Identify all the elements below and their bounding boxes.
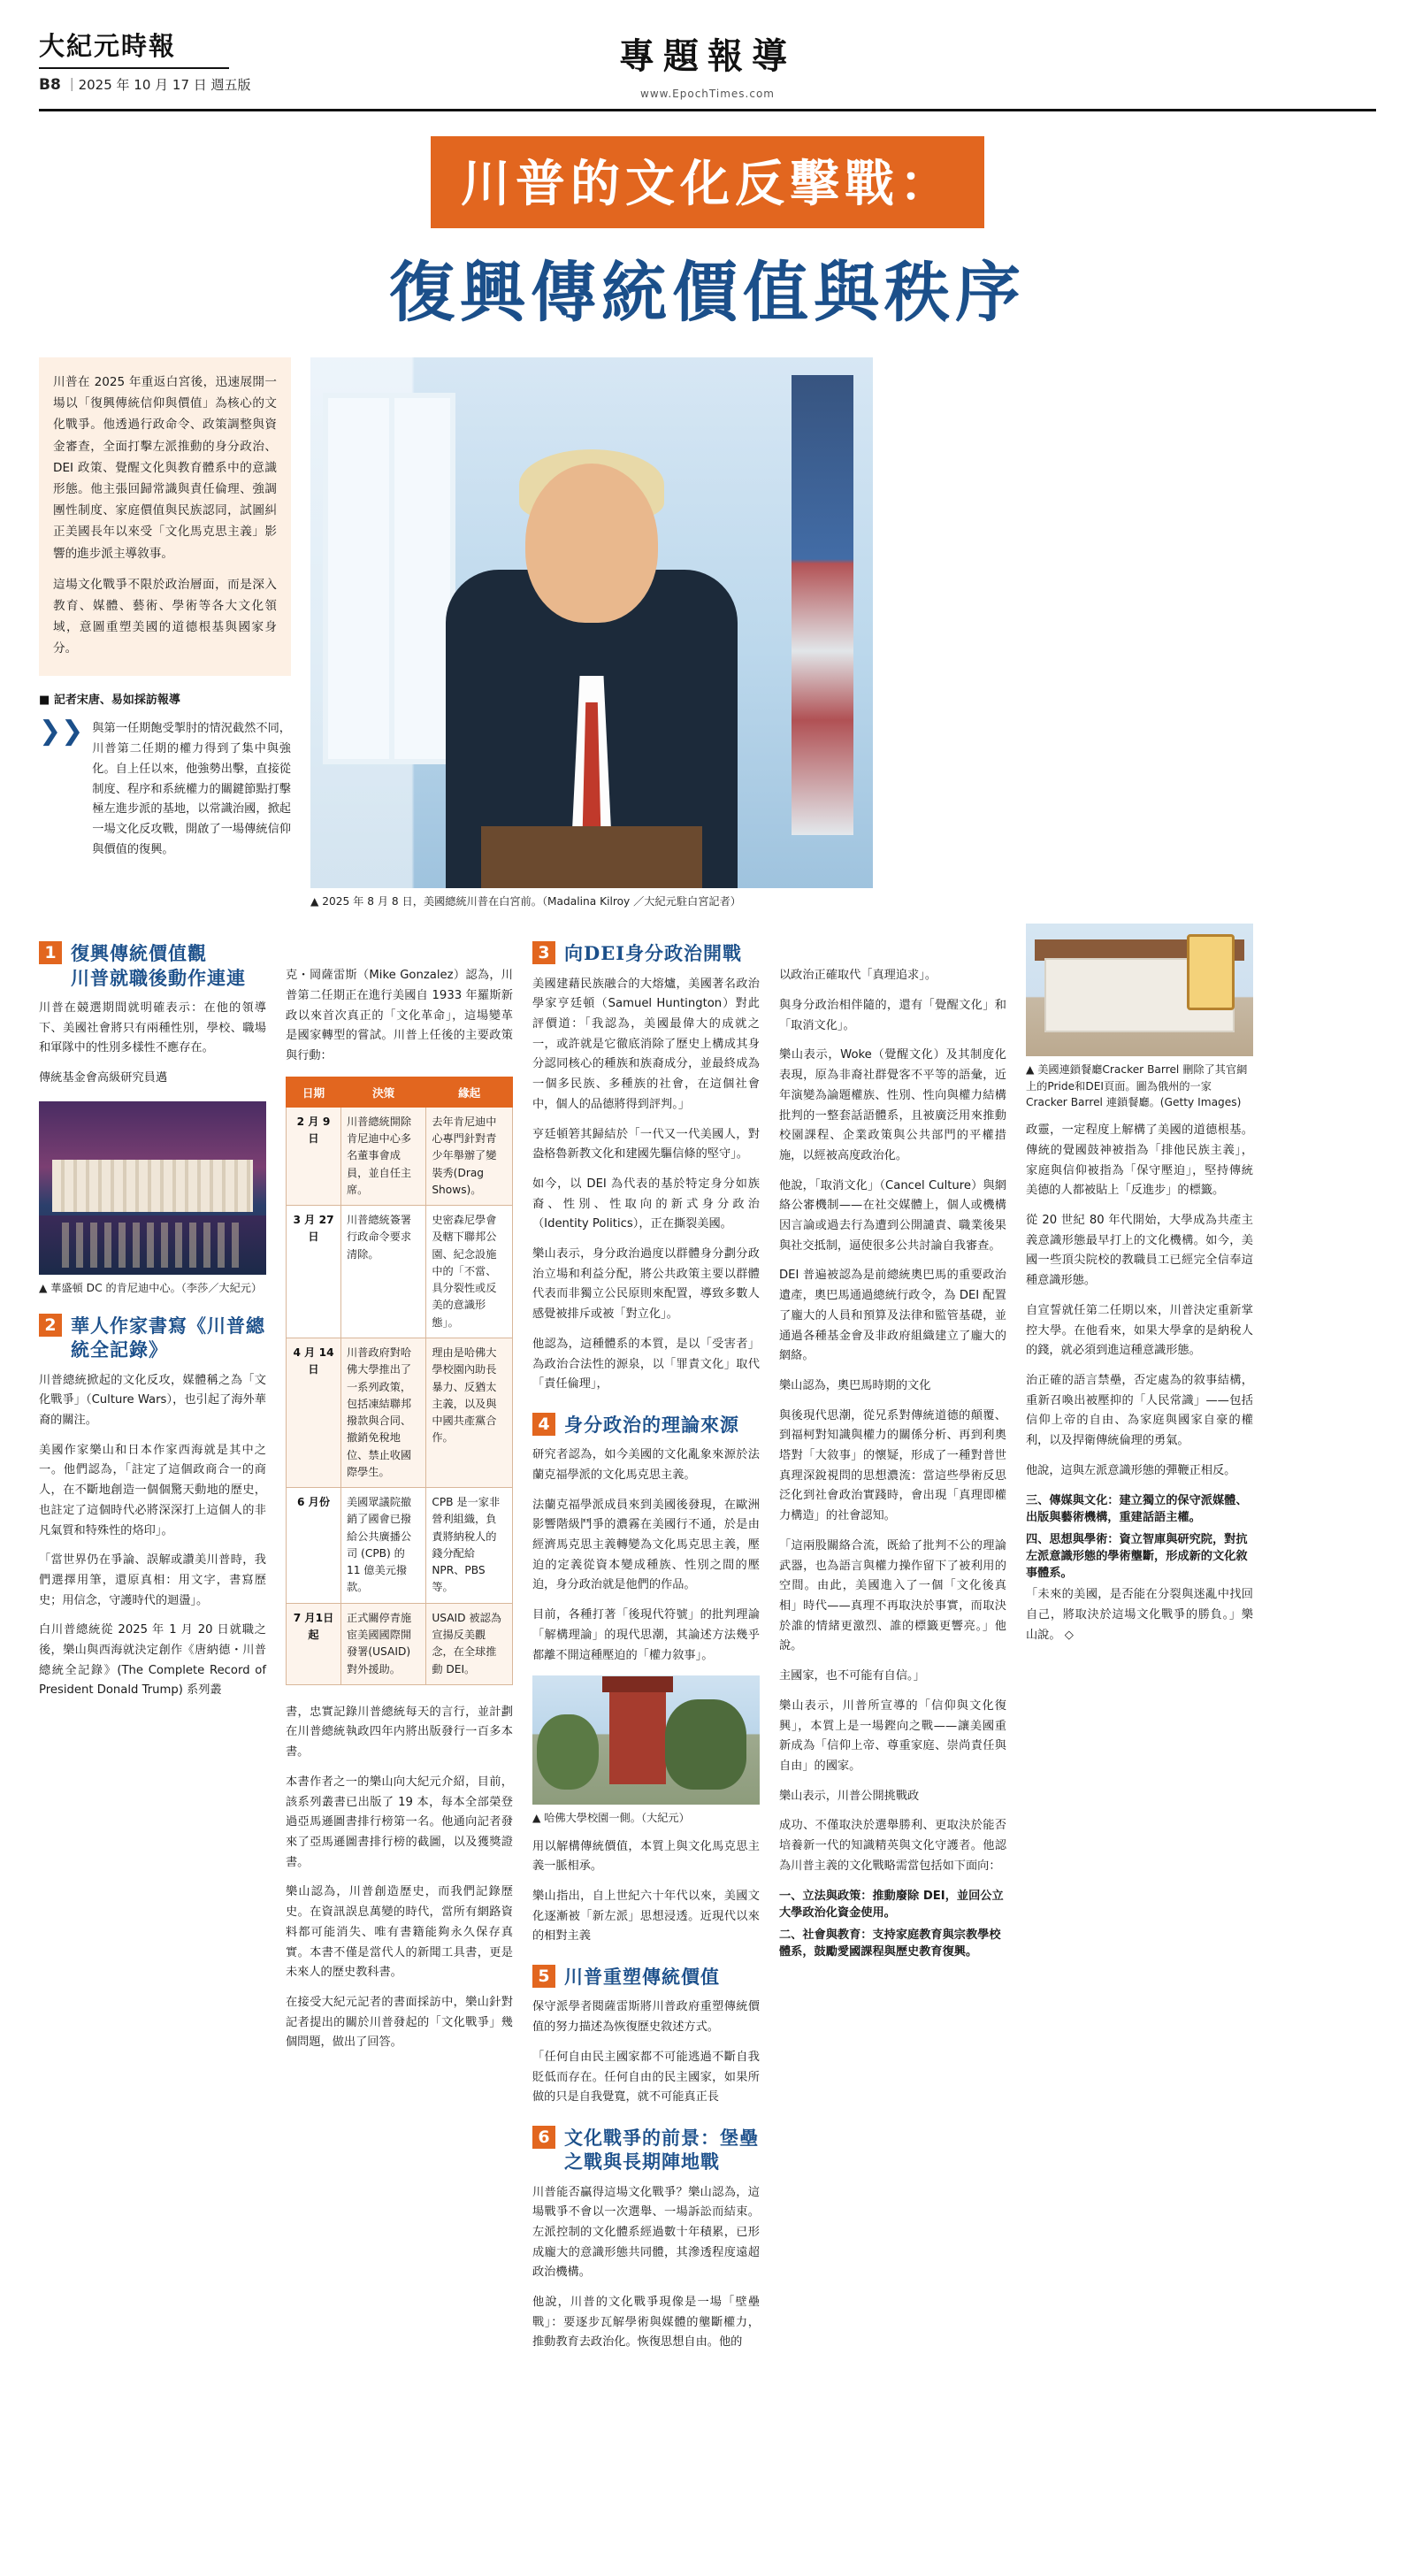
top-region (39, 357, 1376, 920)
harvard-figure (532, 1675, 760, 1826)
lead-paragraph-1: 川普在 2025 年重返白宮後，迅速展開一場以「復興傳統信仰與價值」為核心的文化戰爭。他透過行政命令、政策調整與資金審查，全面打擊左派推動的身分政治、DEI 政策、覺醒文化與教育體系中的意識形態。他主張回歸常識與責任倫理、強調團性制度、家庭價值與民族認同，試圖糾正美國長年以來受「文化馬克思主義」影響的進步派主導敘事。 (53, 375, 277, 561)
table-row (287, 1206, 513, 1338)
masthead-center (304, 27, 1111, 100)
section-number-3: 3 (532, 941, 555, 964)
column-3 (532, 924, 760, 2363)
c3-p5: 他認為，這種體系的本質，是以「受害者」為政治合法性的源泉，以「罪責文化」取代「責任倫理」， (532, 1337, 760, 1392)
cracker-caption: ▲ 美國連鎖餐廳Cracker Barrel 刪除了其官網上的Pride和DEI頁面。圖為俄州的一家 Cracker Barrel 連鎖餐廳。(Getty Images) (1026, 1062, 1253, 1110)
cell-decision: 美國眾議院撤銷了國會已撥給公共廣播公司 (CPB) 的 11 億美元撥款。 (341, 1488, 426, 1604)
c8-p5: 他說，這與左派意識形態的彈鞭正相反。 (1026, 1463, 1236, 1477)
c2b-p3: 「當世界仍在爭論、誤解或讚美川普時，我們選擇用筆，還原真相：用文字，書寫歷史；用信念，守護時代的迴盪」。 (39, 1553, 266, 1607)
harvard-photo (532, 1675, 760, 1805)
section-number-2: 2 (39, 1314, 62, 1337)
cell-decision: 川普總統開除肯尼迪中心多名董事會成員，並自任主席。 (341, 1107, 426, 1205)
intro-quote-text: 與第一任期飽受掣肘的情況截然不同，川普第二任期的權力得到了集中與強化。自上任以來，他強勢出擊，直接從制度、程序和系統權力的關鍵節點打擊極左進步派的基地，以常識治國，掀起一場文化反攻戰，開啟了一場傳統信仰與價值的復興。 (92, 722, 291, 856)
c8-sub-2: 二、社會與教育：支持家庭教育與宗教學校體系，鼓勵愛國課程與歷史教育復興。 (779, 1928, 1001, 1959)
body-region (39, 924, 1376, 2363)
c2b-p4: 白川普總統從 2025 年 1 月 20 日就職之後，樂山與西海就決定創作《唐納德・川普總統全記錄》(The Complete Record of President Donald Trump) 系列叢 (39, 1623, 266, 1698)
c4-p3: 樂山表示，Woke（覺醒文化）及其制度化表現，原為非裔社群覺客不平等的語彙，近年演變為論題權族、性別、性向與權力結構批判的一整套話語體系，且被廣泛用來推動校園課程、企業政策與公共部門的平權措施，以經被高度政治化。 (779, 1048, 1006, 1162)
lead-paragraph-2: 這場文化戰爭不限於政治層面，而是深入教育、媒體、藝術、學術等各大文化領域，意圖重塑美國的道德根基與國家身分。 (53, 577, 277, 656)
th-reason: 緣起 (426, 1077, 513, 1107)
section-head-6 (532, 2126, 760, 2174)
harvard-caption: ▲ 哈佛大學校園一側。（大紀元） (532, 1810, 760, 1826)
cell-decision: 川普總統簽署行政命令要求清除。 (341, 1206, 426, 1338)
c4-p5: DEI 普遍被認為是前總統奧巴馬的重要政治遺產，奧巴馬通過總統行政令，為 DEI 配置了龐大的人員和預算及法律和監管基礎，並通過各種基金會及非政府組織建立了龐大的網絡。 (779, 1269, 1006, 1363)
hero-podium (481, 826, 702, 888)
table-row (287, 1338, 513, 1488)
section-number-4: 4 (532, 1413, 555, 1436)
c8-sub-3: 三、傳媒與文化：建立獨立的保守派媒體、出版與藝術機構，重建話語主權。 (1026, 1494, 1248, 1525)
c7-p1: 保守派學者閱薩雷斯將川普政府重塑傳統價值的努力描述為恢復歷史敘述方式。 (532, 2000, 760, 2035)
c5-p2: 法蘭克福學派成員來到美國後發現，在歐洲影響階級鬥爭的濃霧在美國行不通，於是由經濟馬克思主義轉變為文化馬克思主義，壓迫的定義從資本變成種族、性別之間的壓迫，身分政治就是他們的作品。 (532, 1498, 760, 1592)
c7-p5: 樂山表示，川普公開挑戰政 (779, 1789, 920, 1803)
hero-photo (310, 357, 873, 888)
cell-date: 3 月 27 日 (287, 1206, 341, 1338)
masthead-left (39, 27, 304, 94)
c1-p2: 傳統基金會高級研究員邁 (39, 1071, 168, 1085)
column-5 (1026, 924, 1253, 2363)
column-1 (39, 924, 266, 2363)
hero-caption: ▲ 2025 年 8 月 8 日，美國總統川普在白宮前。（Madalina Kilroy ／大紀元駐白宮記者） (310, 893, 873, 909)
table-row (287, 1107, 513, 1205)
logo-rule (39, 67, 229, 69)
lead-box (39, 357, 291, 676)
c2t-p1: 克・岡薩雷斯（Mike Gonzalez）認為，川普第二任期正在進行美國自 1933 年羅斯新政以來首次真正的「文化革命」，這場變革是國家轉型的嘗試。川普上任後的主要政策與行動： (286, 969, 513, 1063)
c4-p4: 他說，「取消文化」（Cancel Culture）與網絡公審機制——在社交媒體上，個人或機構因言論或過去行為遭到公開譴責、職業後果與社交抵制，逼使很多公共討論自我審查。 (779, 1178, 1006, 1253)
section-title-1: 復興傳統價值觀 川普就職後動作連連 (71, 942, 246, 989)
c7-p4: 樂山表示，川普所宣導的「信仰與文化復興」，本質上是一場鏗向之戰——讓美國重新成為「信仰上帝、尊重家庭、崇尚責任與自由」的國家。 (779, 1698, 1006, 1773)
c2b-p6: 本書作者之一的樂山向大紀元介紹，目前，該系列叢書已出版了 19 本，每本全部榮登過亞馬遜圖書排行榜第一名。他通向記者發來了亞馬遜圖書排行榜的截圖，以及獲獎證書。 (286, 1775, 513, 1869)
section-number-1: 1 (39, 941, 62, 964)
c5-p1: 研究者認為，如今美國的文化亂象來源於法蘭克福學派的文化馬克思主義。 (532, 1448, 760, 1482)
section-head-3 (532, 941, 760, 965)
cell-decision: 正式關停青施宦美國國際開發署(USAID)對外援助。 (341, 1603, 426, 1684)
dc-figure (39, 1101, 266, 1296)
policy-table (286, 1077, 513, 1685)
table-row (287, 1603, 513, 1684)
c1-p1: 川普在競選期間就明確表示：在他的領導下、美國社會將只有兩種性別，學校、職場和軍隊中的性別多樣性不應存在。 (39, 1000, 266, 1055)
hv-note-1: 用以解構傳統價值，本質上與文化馬克思主義一脈相承。 (532, 1839, 760, 1874)
cracker-barrel-photo (1026, 924, 1253, 1056)
section-number-5: 5 (532, 1965, 555, 1988)
cell-decision: 川普政府對哈佛大學推出了一系列政策，包括凍結聯邦撥款與合同、撤銷免稅地位、禁止收國際學生。 (341, 1338, 426, 1488)
section-number-6: 6 (532, 2126, 555, 2149)
section-head-1 (39, 941, 266, 990)
section-title: 專題報導 (619, 35, 796, 77)
cell-reason: USAID 被認為宣揚反美觀念，在全球推動 DEI。 (426, 1603, 513, 1684)
headline-line-1: 川普的文化反擊戰： (431, 136, 984, 228)
section-title-4: 身分政治的理論來源 (564, 1413, 739, 1436)
c3-p1: 美國建藉民族融合的大熔爐，美國著名政治學家亨廷頓（Samuel Huntington）對此評價道：「我認為，美國最偉大的成就之一，或許就是它徹底消除了歷史上構成其身分認同核心的種族和族裔成分，並最終成為一個多民族、多種族的社會，在這個社會中，個人的品德將得到評判。」 (532, 977, 760, 1111)
section-title-3: 向DEI身分政治開戰 (564, 942, 743, 965)
section-title-2: 華人作家書寫《川普總統全記錄》 (71, 1315, 265, 1361)
us-flag (792, 375, 853, 835)
c4-p8: 從 20 世紀 80 年代開始，大學成為共產主義意識形態最早打上的文化機構。如今，美國一些頂尖院校的教職員工已經完全信奉這種意識形態。 (1026, 1214, 1253, 1288)
hero-window (323, 393, 455, 764)
lead-column (39, 357, 291, 920)
hv-note-2: 樂山指出，自上世紀六十年代以來，美國文化逐漸被「新左派」思想浸透。近現代以來的相對主義 (532, 1889, 760, 1944)
harvard-tree-left (537, 1714, 599, 1790)
c3-p2: 亨廷頓箬其歸結於「一代又一代美國人，對盎格魯新教文化和建國先驅信條的堅守」。 (532, 1127, 760, 1162)
c2b-p1: 川普總統掀起的文化反攻，媒體稱之為「文化戰爭」（Culture Wars），也引起了海外華裔的關注。 (39, 1373, 266, 1427)
dc-columns (52, 1160, 252, 1212)
section-head-4 (532, 1413, 760, 1437)
c2b-p7: 樂山認為，川普創造歷史，而我們記錄歷史。在資訊誤息萬變的時代，當所有網路資料都可能消失、唯有書籍能夠永久保存真實。本書不僅是當代人的新聞工具書，更是未來人的歷史教科書。 (286, 1885, 513, 1980)
cell-reason: 史密森尼學會及轄下聯邦公園、紀念設施中的「不當、具分裂性或反美的意識形態」。 (426, 1206, 513, 1338)
page-meta (39, 75, 304, 94)
byline: ■ 記者宋唐、易如採訪報導 (39, 690, 291, 707)
c4-p7: 政靈，一定程度上解構了美國的道德根基。傳統的覺國鼓神被指為「排他民族主義」，家庭與信仰被指為「保守壓迫」，堅持傳統美德的人都被貼上「反進步」的標籤。 (1026, 1123, 1253, 1198)
headline-line-2: 復興傳統價值與秩序 (389, 255, 1026, 331)
site-url: www.EpochTimes.com (640, 88, 775, 100)
c8-p6: 「未來的美國，是否能在分裂與迷亂中找回自己，將取決於這場文化戰爭的勝負。」樂山說。 ◇ (1026, 1585, 1253, 1645)
c4-p6: 樂山認為，奧巴馬時期的文化 (779, 1378, 931, 1392)
hero-column (310, 357, 873, 920)
c7-p3: 主國家，也不可能有自信。」 (779, 1669, 925, 1683)
hero-figure (310, 357, 873, 909)
table-row (287, 1488, 513, 1604)
th-date: 日期 (287, 1077, 341, 1107)
dc-caption: ▲ 華盛頓 DC 的肯尼迪中心。（李莎／大紀元） (39, 1280, 266, 1296)
hero-face (525, 464, 658, 623)
c4-p1: 以政治正確取代「真理追求」。 (779, 969, 937, 983)
quote-arrow-icon: ❯❯ (39, 716, 84, 748)
c2b-p2: 美國作家樂山和日本作家西海就是其中之一。他們認為，「註定了這個政商合一的商人，在不斷地創造一個個驚天動地的歷史，也註定了這個時代必將深深打上這個人的非凡氣質和特殊性的烙印」。 (39, 1443, 266, 1537)
cracker-figure (1026, 924, 1253, 1110)
c2b-p8: 在接受大紀元記者的書面採訪中，樂山針對記者提出的關於川普發起的「文化戰爭」幾個問題，做出了回答。 (286, 1995, 513, 2050)
c7-p2: 「任何自由民主國家都不可能逃過不斷自我貶低而存在。任何自由的民主國家，如果所做的只是自我覺寬，就不可能真正長 (532, 2050, 760, 2104)
headline-block (39, 136, 1376, 334)
publication-logo: 大紀元時報 (39, 31, 177, 61)
c6-p2: 「這兩股關絡合流，既給了批判不公的理論武器，也為語言與權力操作留下了被利用的空間。由此，美國進入了一個「文化後真相」時代——真理不再取決於事實，而取決於誰的情緒更激烈、誰的標籤更響亮。」他說。 (779, 1538, 1006, 1653)
c8-sub-1: 一、立法與政策：推動廢除 DEI，並回公立大學政治化資金使用。 (779, 1890, 1004, 1920)
c8-p4: 治正確的語言禁壘，否定處為的敘事結構，重新召喚出被壓抑的「人民常識」——包括信仰上帝的自由、為家庭與國家自豪的權利，以及捍衛傳統倫理的勇氣。 (1026, 1373, 1253, 1448)
c8-p2: 他說，川普的文化戰爭現像是一場「壁壘戰」：要逐步瓦解學術與媒體的壟斷權力，推動教育去政治化。恢復思想自由。他的 (532, 2296, 760, 2350)
c8-p1: 川普能否贏得這場文化戰爭？樂山認為，這場戰爭不會以一次選舉、一場訴訟而結束。左派控制的文化體系經過數十年積累，已形成龐大的意識形態共同體，其滲透程度遠超政治機構。 (532, 2185, 760, 2280)
c4-p2: 與身分政治相伴隨的，還有「覺醒文化」和「取消文化」。 (779, 999, 1006, 1032)
intro-quote (39, 716, 291, 870)
cell-date: 6 月份 (287, 1488, 341, 1604)
column-2 (286, 924, 513, 2363)
dc-photo (39, 1101, 266, 1275)
cell-reason: 理由是哈佛大學校園內助長暴力、反猶太主義，以及與中國共產黨合作。 (426, 1338, 513, 1488)
harvard-tower (609, 1689, 666, 1784)
c3-p3: 如今，以 DEI 為代表的基於特定身分如族裔、性別、性取向的新式身分政治（Identity Politics），正在撕裂美國。 (532, 1177, 760, 1231)
cell-date: 2 月 9 日 (287, 1107, 341, 1205)
section-head-5 (532, 1965, 760, 1989)
cb-sign (1187, 934, 1235, 1010)
c4-p9: 自宣誓就任第二任期以來，川普決定重新掌控大學。在他看來，如果大學拿的是納稅人的錢，就必須到進這種意識形態。 (1026, 1303, 1253, 1358)
cell-reason: CPB 是一家非營利組織，負責將納稅人的錢分配給 NPR、PBS 等。 (426, 1488, 513, 1604)
column-4 (779, 924, 1006, 2363)
th-decision: 決策 (341, 1077, 426, 1107)
c3-p4: 樂山表示，身分政治過度以群體身分劃分政治立場和利益分配，將公共政策主要以群體代表而非獨立公民原則來配置，導致多數人感覺被排斥或被「對立化」。 (532, 1247, 760, 1322)
cell-reason: 去年肯尼迪中心專門針對青少年舉辦了變裝秀(Drag Shows)。 (426, 1107, 513, 1205)
harvard-tree-right (665, 1699, 746, 1790)
c8-sub-4: 四、思想與學術：資立智庫與研究院，對抗左派意識形態的學術壟斷，形成新的文化敘事體系。 (1026, 1533, 1248, 1581)
page-number: B8 (39, 76, 61, 94)
c5-p3: 目前，各種打著「後現代符號」的批判理論「解構理論」的現代思潮，其論述方法幾乎都離不開這種壓迫的「權力敘事」。 (532, 1608, 760, 1662)
dc-reflection (62, 1223, 244, 1268)
issue-date: ｜2025 年 10 月 17 日 週五版 (65, 77, 251, 93)
cell-date: 4 月 14 日 (287, 1338, 341, 1488)
cell-date: 7 月1日起 (287, 1603, 341, 1684)
section-title-5: 川普重塑傳統價值 (564, 1966, 720, 1989)
c2b-p5: 書，忠實記錄川普總統每天的言行，並計劃在川普總統執政四年内將出版發行一百多本書。 (286, 1705, 513, 1760)
table-header-row (287, 1077, 513, 1107)
masthead (39, 27, 1376, 111)
c8-p3: 成功、不僅取決於選舉勝利、更取決於能否培養新一代的知識精英與文化守護者。他認為川普主義的文化戰略需當包括如下面向： (779, 1819, 1006, 1873)
section-title-6: 文化戰爭的前景：堡壘之戰與長期陣地戰 (564, 2126, 759, 2174)
c6-p1: 與後現代思潮，從兄系對傳統道德的顛覆、到福柯對知識與權力的關係分析、再到利奧塔對「大敘事」的懷疑，形成了一種對普世真理深銳視問的思想濃流：當這些學術反思泛化到社會政治實踐時，會出現「真理即權力構造」的社會認知。 (779, 1408, 1006, 1523)
section-head-2 (39, 1314, 266, 1362)
